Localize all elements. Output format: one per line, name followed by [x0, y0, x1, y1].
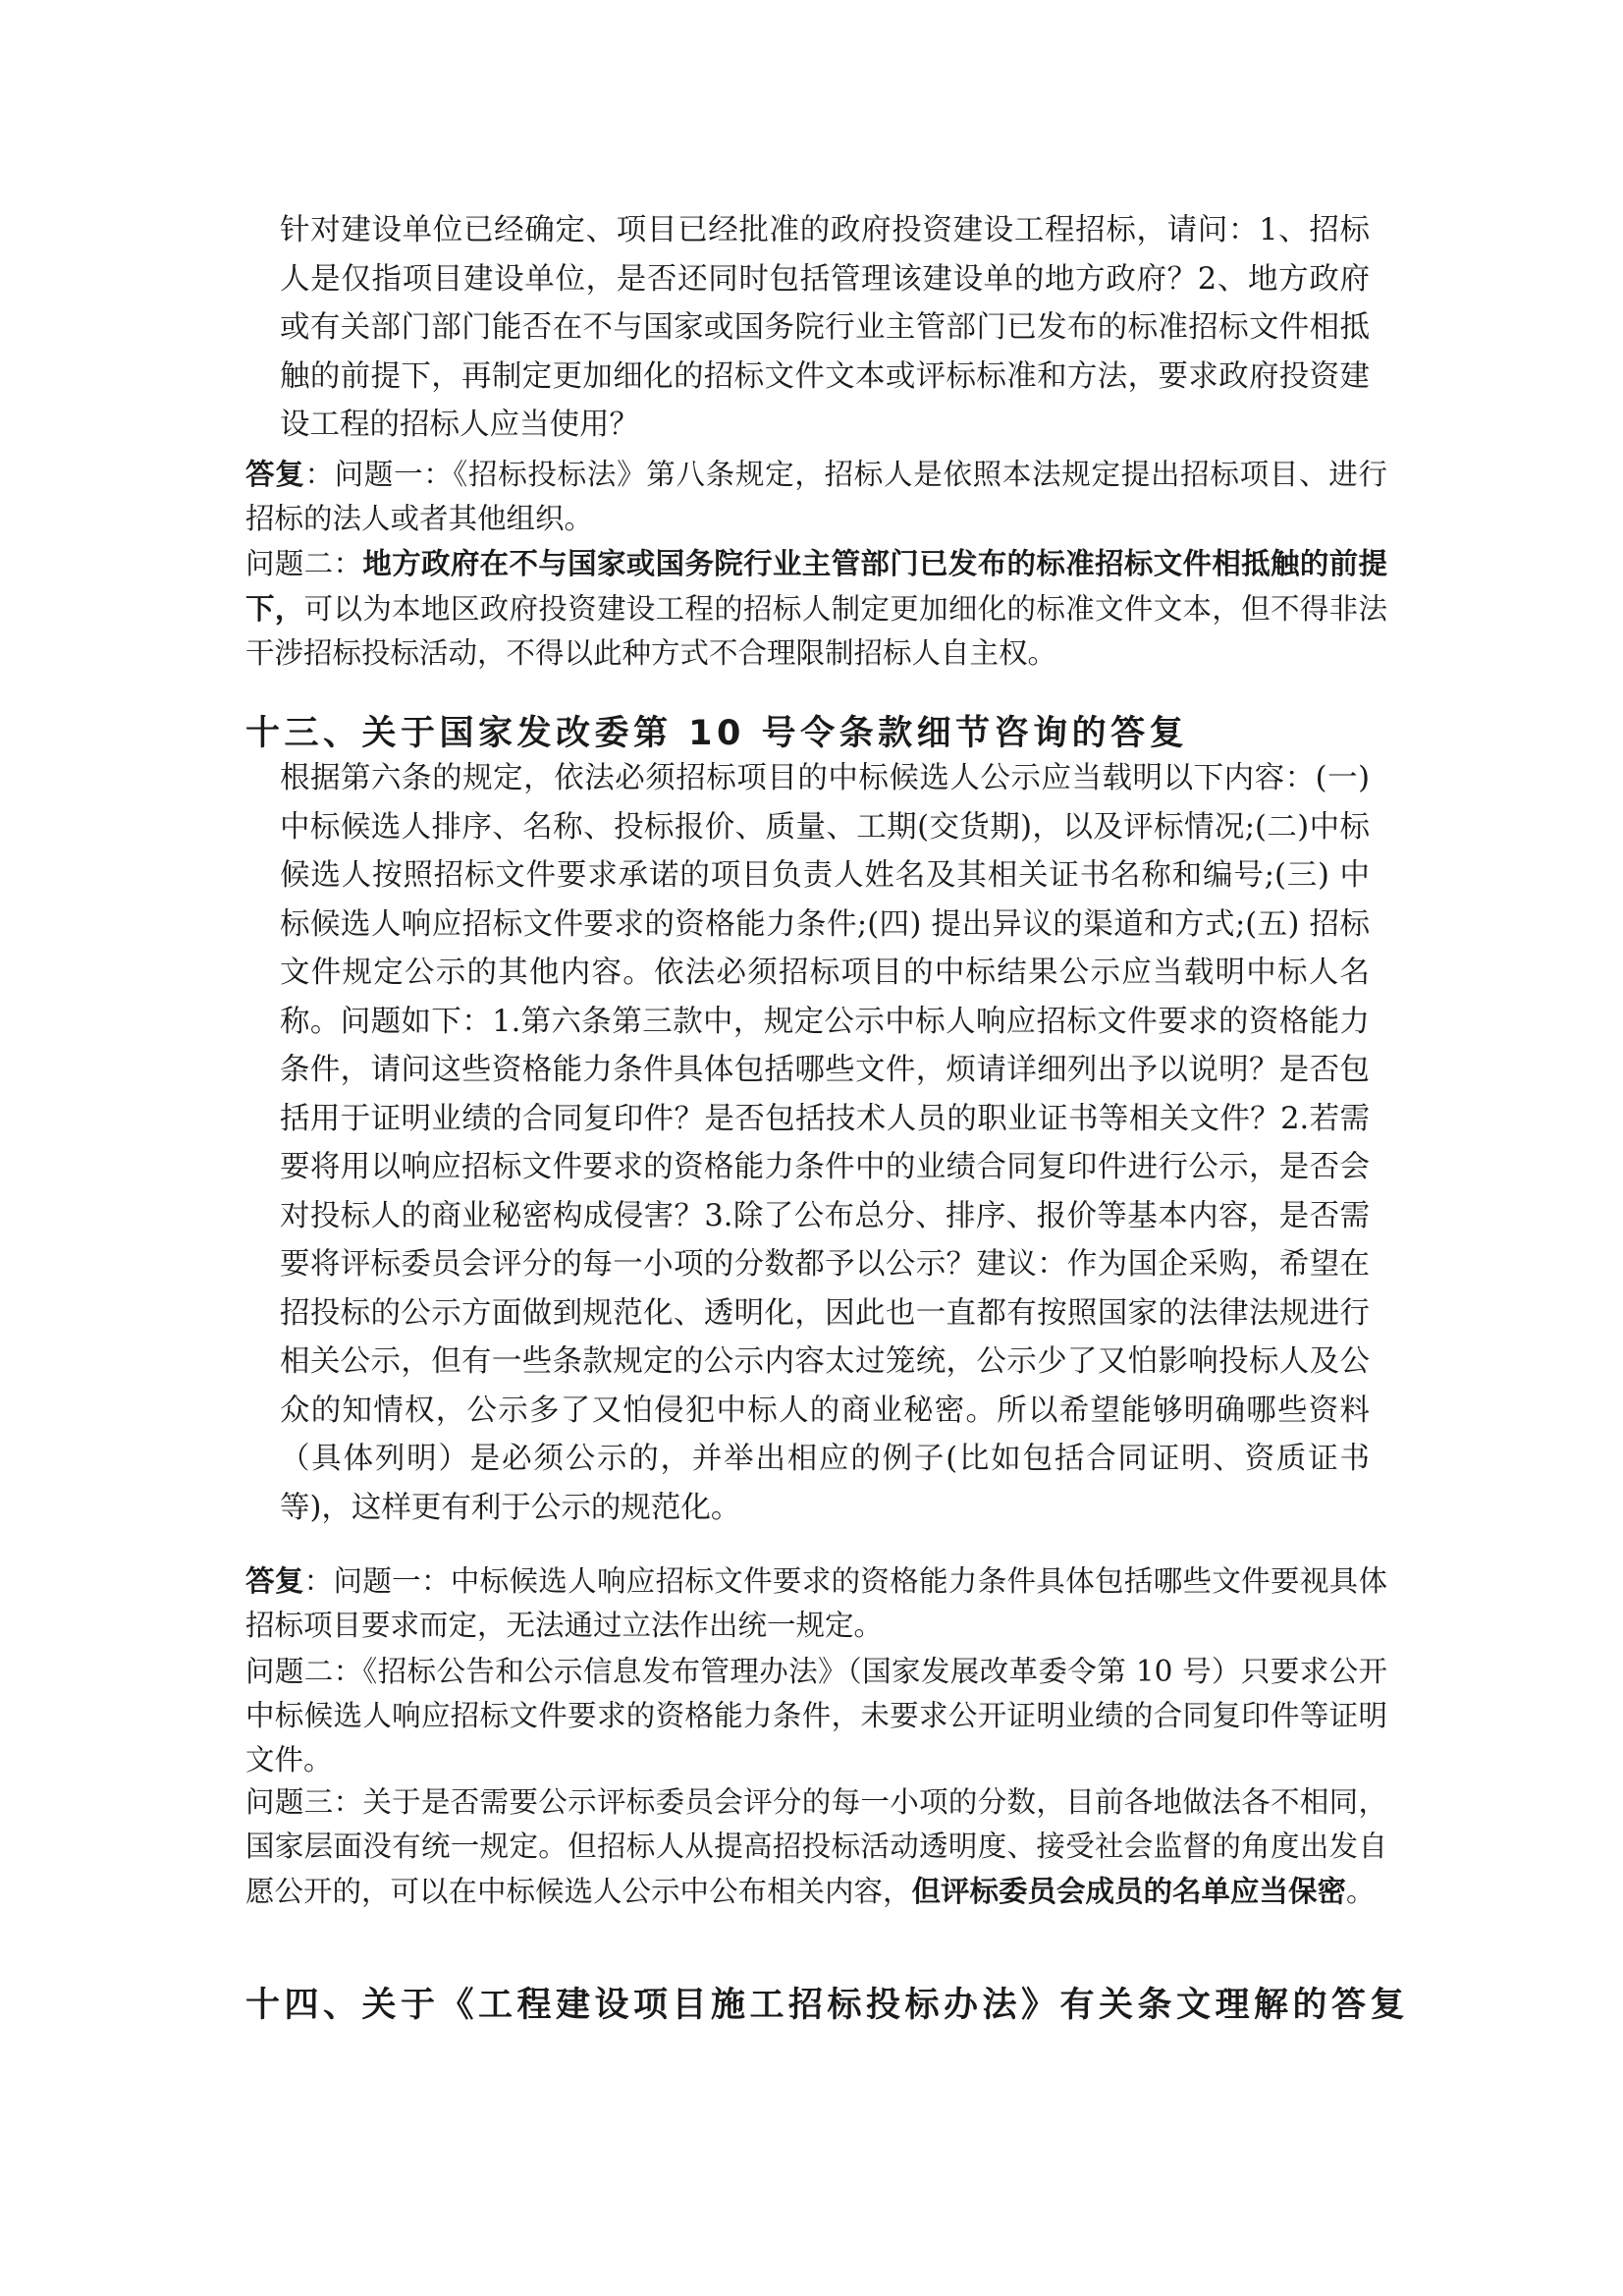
section13-answer-1	[245, 1558, 1387, 1648]
answer-bold-text: 地方政府在不与国家或国务院行业主管部门已发布的标准招标文件相抵触的前提下，	[245, 546, 1387, 626]
answer-text: ：问题一：《招标投标法》第八条规定，招标人是依照本法规定提出招标项目、进行招标的法人或者其他组织。	[245, 458, 1387, 535]
section13-answer-2: 问题二：《招标公告和公示信息发布管理办法》（国家发展改革委令第 10 号）只要求公开中标候选人响应招标文件要求的资格能力条件，未要求公开证明业绩的合同复印件等证明文件。	[245, 1655, 1387, 1777]
answer-label: 答复	[245, 457, 305, 491]
answer-text: ：问题一：中标候选人响应招标文件要求的资格能力条件具体包括哪些文件要视具体招标项目要求而定，无法通过立法作出统一规定。	[245, 1564, 1387, 1642]
answer-text: 可以为本地区政府投资建设工程的招标人制定更加细化的标准文件文本，但不得非法干涉招标投标活动，不得以此种方式不合理限制招标人自主权。	[245, 592, 1387, 670]
section12-question: 针对建设单位已经确定、项目已经批准的政府投资建设工程招标，请问：1、招标人是仅指项目建设单位，是否还同时包括管理该建设单的地方政府？2、地方政府或有关部门部门能否在不与国家或国务院行业主管部门已发布的标准招标文件相抵触的前提下，再制定更加细化的招标文件文本或评标标准和方法，要求政府投资建设工程的招标人应当使用？	[280, 213, 1370, 442]
section14-heading: 十四、关于《工程建设项目施工招标投标办法》有关条文理解的答复	[245, 1986, 1410, 2025]
section13-answer-3	[245, 1780, 1387, 1914]
answer-label: 答复	[245, 1563, 304, 1598]
answer-end: 。	[1346, 1875, 1376, 1908]
answer-bold-text: 但评标委员会成员的名单应当保密	[911, 1874, 1347, 1908]
section12-answer-2	[245, 541, 1387, 676]
section12-answer-1	[245, 452, 1387, 541]
answer-prefix: 问题二：	[245, 547, 363, 580]
answer-text: 问题三：关于是否需要公示评标委员会评分的每一小项的分数，目前各地做法各不相同，国家层面没有统一规定。但招标人从提高招投标活动透明度、接受社会监督的角度出发自愿公开的，可以在中标候选人公示中公布相关内容，	[245, 1785, 1387, 1908]
section13-heading: 十三、关于国家发改委第 10 号令条款细节咨询的答复	[245, 714, 1189, 753]
section13-question: 根据第六条的规定，依法必须招标项目的中标候选人公示应当载明以下内容：(一) 中标候选人排序、名称、投标报价、质量、工期(交货期)，以及评标情况;(二)中标候选人按照招标文件要求承诺的项目负责人姓名及其相关证书名称和编号;(三) 中标候选人响应招标文件要求的资格能力条件;(四) 提出异议的渠道和方式;(五) 招标文件规定公示的其他内容。依法必须招标项目的中标结果公示应当载明中标人名称。问题如下：1.第六条第三款中，规定公示中标人响应招标文件要求的资格能力条件，请问这些资格能力条件具体包括哪些文件，烦请详细列出予以说明？是否包括用于证明业绩的合同复印件？是否包括技术人员的职业证书等相关文件？2.若需要将用以响应招标文件要求的资格能力条件中的业绩合同复印件进行公示，是否会对投标人的商业秘密构成侵害？3.除了公布总分、排序、报价等基本内容，是否需要将评标委员会评分的每一小项的分数都予以公示？建议：作为国企采购，希望在招投标的公示方面做到规范化、透明化，因此也一直都有按照国家的法律法规进行相关公示，但有一些条款规定的公示内容太过笼统，公示少了又怕影响投标人及公众的知情权，公示多了又怕侵犯中标人的商业秘密。所以希望能够明确哪些资料（具体列明）是必须公示的，并举出相应的例子(比如包括合同证明、资质证书等)，这样更有利于公示的规范化。	[280, 761, 1370, 1525]
